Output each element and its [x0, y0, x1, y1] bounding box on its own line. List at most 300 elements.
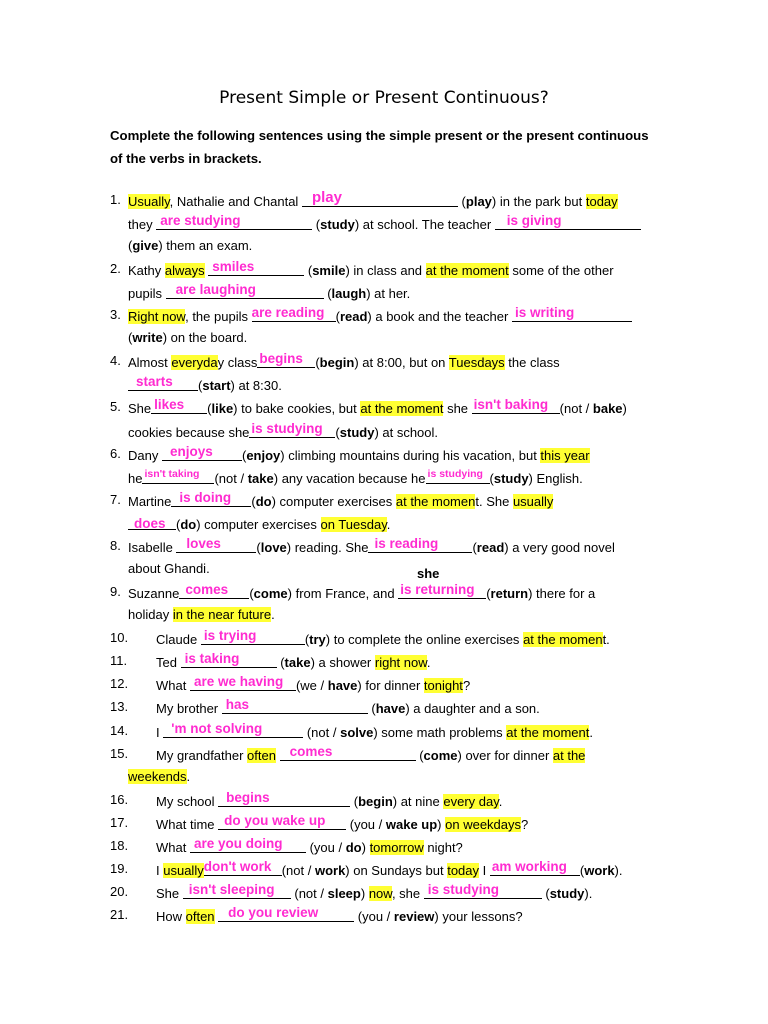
signal-word: at the [552, 748, 586, 763]
item-number: 18. [110, 838, 129, 853]
item-21-line [156, 906, 523, 925]
text: ? [521, 817, 529, 832]
text: ? [462, 678, 471, 693]
item-1-line-2 [128, 214, 641, 233]
text: ( [486, 586, 491, 601]
text: My brother [156, 701, 222, 716]
verb: read [339, 309, 368, 324]
text: . [589, 725, 594, 740]
verb: enjoy [246, 448, 281, 463]
item-2-line-2 [128, 283, 410, 302]
text: (not / [290, 886, 328, 901]
verb: love [260, 540, 287, 555]
text: (you / [346, 817, 386, 832]
answer-blank[interactable] [368, 537, 472, 553]
answer: is doing [179, 490, 232, 505]
text: Martine [128, 494, 172, 509]
answer: 'm not solving [171, 721, 263, 736]
text: ) at her. [366, 286, 411, 301]
signal-word: usually [163, 863, 204, 878]
text: (we / [295, 678, 328, 693]
answer: is studying [427, 882, 500, 897]
item-6-line-1 [128, 445, 590, 464]
text: ) from France, and [287, 586, 399, 601]
answer-blank[interactable] [208, 260, 304, 276]
item-number: 3. [110, 307, 121, 322]
text: What time [156, 817, 219, 832]
text: ( [323, 286, 332, 301]
signal-word: on Tuesday [320, 517, 387, 532]
answer: is taking [184, 651, 240, 666]
text: ) there for a [528, 586, 596, 601]
text: ) some math problems [373, 725, 507, 740]
text: Kathy [128, 263, 165, 278]
text: they [128, 217, 157, 232]
text: ). [584, 886, 593, 901]
verb: study [320, 217, 355, 232]
text: holiday [128, 607, 173, 622]
answer-blank[interactable] [166, 283, 324, 299]
text: the class [504, 355, 560, 370]
item-18-line [156, 837, 463, 856]
text: ) them an exam. [158, 238, 253, 253]
verb: work [314, 863, 346, 878]
answer: is studying [251, 421, 323, 436]
verb: do [345, 840, 362, 855]
item-number: 7. [110, 492, 121, 507]
text: (you / [305, 840, 346, 855]
signal-word: right now [374, 655, 427, 670]
item-7-line-1 [128, 491, 553, 510]
item-number: 15. [110, 746, 129, 761]
instructions: Complete the following sentences using the simple present or the present continuous of the verbs in brackets. [110, 128, 649, 166]
text: ( [457, 194, 466, 209]
answer: is returning [400, 582, 475, 597]
text: ) a shower [310, 655, 375, 670]
item-20-line [156, 883, 592, 902]
signal-word: always [164, 263, 205, 278]
text: ( [541, 886, 550, 901]
item-number: 6. [110, 446, 121, 461]
answer-blank[interactable] [128, 514, 176, 530]
verb: solve [340, 725, 374, 740]
item-7-line-2 [128, 514, 390, 533]
text: ( [276, 655, 285, 670]
answer-blank[interactable] [490, 860, 580, 876]
text: ( [249, 586, 254, 601]
text: ( [128, 238, 133, 253]
text: ( [312, 217, 321, 232]
answer-blank[interactable] [156, 214, 312, 230]
text: (not / [303, 725, 341, 740]
item-number: 17. [110, 815, 129, 830]
verb: start [202, 378, 231, 393]
text: ( [304, 263, 313, 278]
verb: do [180, 517, 197, 532]
answer-blank[interactable] [163, 722, 303, 738]
answer: are you doing [193, 836, 283, 851]
verb: begin [358, 794, 393, 809]
signal-word: Right now [128, 309, 186, 324]
signal-word: often [185, 909, 215, 924]
item-number: 14. [110, 723, 129, 738]
text: ( [367, 701, 376, 716]
item-9-line-1 [128, 583, 595, 602]
text: ( [415, 748, 424, 763]
verb: play [465, 194, 492, 209]
verb: have [327, 678, 358, 693]
text: ( [304, 632, 310, 647]
verb: take [247, 471, 274, 486]
item-11-line [156, 652, 431, 671]
verb: review [393, 909, 435, 924]
answer: isn't sleeping [188, 882, 275, 897]
answer: am working [491, 859, 567, 874]
text: ) in the park but [491, 194, 586, 209]
item-number: 8. [110, 538, 121, 553]
signal-word: tonight [423, 678, 463, 693]
text: , the pupils [185, 309, 252, 324]
text: ( [207, 401, 212, 416]
answer-blank[interactable] [142, 468, 214, 484]
text: night? [423, 840, 463, 855]
answer-blank[interactable] [398, 583, 486, 599]
text: ( [128, 330, 133, 345]
signal-word: at the momen [523, 632, 603, 647]
answer-blank[interactable] [252, 306, 336, 322]
item-number: 5. [110, 399, 121, 414]
item-1-line-3 [128, 237, 252, 254]
text: ) at 8:30. [230, 378, 282, 393]
item-2-line-1 [128, 260, 614, 279]
text: ( [335, 425, 340, 440]
answer-blank[interactable] [280, 745, 416, 761]
text: ) any vacation because he [273, 471, 426, 486]
text: ). [614, 863, 623, 878]
answer-blank[interactable] [426, 468, 490, 484]
answer: is giving [506, 213, 562, 228]
text: ) computer exercises [271, 494, 396, 509]
verb: work [584, 863, 615, 878]
answer-blank[interactable] [183, 883, 291, 899]
text: How [156, 909, 186, 924]
signal-word: usually [512, 494, 554, 509]
item-19-line [156, 860, 623, 879]
verb: wake up [385, 817, 438, 832]
signal-word: this year [540, 448, 590, 463]
text: ( [489, 471, 494, 486]
item-5-line-2 [128, 422, 438, 441]
verb: come [253, 586, 288, 601]
item-number: 1. [110, 192, 121, 207]
text: (not / [281, 863, 315, 878]
verb: sleep [327, 886, 361, 901]
text: . [271, 607, 275, 622]
verb: read [476, 540, 505, 555]
text: . [426, 655, 431, 670]
verb: give [132, 238, 159, 253]
text: ) [622, 401, 627, 416]
item-16-line [156, 791, 502, 810]
text: My school [156, 794, 219, 809]
text: ) [361, 840, 370, 855]
answer: comes [289, 744, 333, 759]
answer-blank[interactable] [190, 837, 306, 853]
item-13-line [156, 698, 540, 717]
text: ) at school. [374, 425, 439, 440]
text: ( [241, 448, 247, 463]
verb: study [339, 425, 375, 440]
answer-blank[interactable] [302, 191, 458, 207]
answer: does [134, 516, 166, 531]
text: I [156, 725, 164, 740]
signal-word: every day [443, 794, 499, 809]
answer: are laughing [175, 282, 256, 297]
item-3-line-2 [128, 329, 247, 346]
answer: is trying [203, 628, 257, 643]
answer-blank[interactable] [128, 375, 198, 391]
text: ( [198, 378, 203, 393]
item-5-line-1 [128, 398, 627, 417]
answer-blank[interactable] [495, 214, 641, 230]
text: ) reading. She [286, 540, 369, 555]
text: Claude [156, 632, 201, 647]
item-15-line-2 [128, 768, 190, 785]
item-15-line-1 [156, 745, 585, 764]
signal-word: today [447, 863, 480, 878]
verb: bake [592, 401, 623, 416]
text: ) computer exercises [196, 517, 321, 532]
text: ( [335, 309, 340, 324]
text: y class [217, 355, 258, 370]
verb: smile [312, 263, 346, 278]
answer: do you review [228, 905, 319, 920]
verb: laugh [331, 286, 367, 301]
text: , Nathalie and Chantal [169, 194, 302, 209]
text: ) a book and the teacher [367, 309, 512, 324]
signal-word: weekends [128, 769, 187, 784]
text: ) [437, 817, 446, 832]
answer-blank[interactable] [512, 306, 632, 322]
answer-blank[interactable] [151, 398, 207, 414]
text: ) in class and [345, 263, 426, 278]
item-number: 16. [110, 792, 129, 807]
answer-blank[interactable] [249, 422, 335, 438]
answer-blank[interactable] [424, 883, 542, 899]
text: , she [391, 886, 424, 901]
verb: have [375, 701, 406, 716]
item-number: 10. [110, 630, 129, 645]
page-title: Present Simple or Present Continuous? [219, 88, 549, 108]
signal-word: now [368, 886, 392, 901]
text: (not / [559, 401, 593, 416]
text: t. She [475, 494, 513, 509]
text: (you / [354, 909, 394, 924]
item-number: 19. [110, 861, 129, 876]
answer: is reading [374, 536, 439, 551]
item-4-line-1 [128, 352, 560, 371]
item-number: 9. [110, 584, 121, 599]
item-17-line [156, 814, 528, 833]
verb: begin [319, 355, 355, 370]
answer-blank[interactable] [218, 906, 354, 922]
text: cookies because she [128, 425, 250, 440]
text: she [443, 401, 472, 416]
text: about Ghandi. [128, 561, 210, 576]
answer-blank[interactable] [179, 583, 249, 599]
text: ) for dinner [357, 678, 424, 693]
answer: isn't taking [144, 468, 200, 480]
text: ) English. [528, 471, 583, 486]
answer-blank[interactable] [176, 537, 256, 553]
text: ) over for dinner [457, 748, 553, 763]
answer-blank[interactable] [218, 814, 346, 830]
text: ) at 8:00, but on [354, 355, 449, 370]
text: t. [602, 632, 610, 647]
answer: begins [226, 790, 270, 805]
item-8-line-1 [128, 537, 615, 556]
text: She [128, 401, 152, 416]
text: ) at school. The teacher [354, 217, 495, 232]
verb: study [549, 886, 585, 901]
verb: do [255, 494, 272, 509]
text: Dany [128, 448, 162, 463]
item-14-line [156, 722, 593, 741]
answer-blank[interactable] [201, 629, 305, 645]
answer: do you wake up [224, 813, 326, 828]
item-number: 4. [110, 353, 121, 368]
verb: return [490, 586, 529, 601]
answer-blank[interactable] [222, 698, 368, 714]
text: . [186, 769, 191, 784]
text: My grandfather [156, 748, 248, 763]
text: Ted [156, 655, 181, 670]
verb: try [309, 632, 326, 647]
signal-word: at the moment [425, 263, 509, 278]
answer-blank[interactable] [218, 791, 350, 807]
item-8-line-2 [128, 560, 210, 577]
text: ) a daughter and a son. [405, 701, 540, 716]
answer-blank[interactable] [204, 860, 282, 876]
text: he [128, 471, 143, 486]
answer: comes [185, 582, 229, 597]
answer: starts [136, 374, 173, 389]
text: some of the other [508, 263, 614, 278]
text: ) a very good novel [504, 540, 615, 555]
item-6-line-2 [128, 468, 583, 487]
text: pupils [128, 286, 166, 301]
signal-word: at the moment [360, 401, 444, 416]
signal-word: on weekdays [445, 817, 522, 832]
answer-blank[interactable] [190, 675, 296, 691]
verb: take [284, 655, 311, 670]
handwritten-note: she [417, 566, 440, 581]
text: ) your lessons? [434, 909, 523, 924]
answer: likes [154, 397, 185, 412]
answer: enjoys [169, 444, 213, 459]
text: . [498, 794, 503, 809]
signal-word: tomorrow [369, 840, 424, 855]
text: ( [350, 794, 359, 809]
verb: come [423, 748, 458, 763]
text: ( [315, 355, 320, 370]
item-3-line-1 [128, 306, 632, 325]
answer: smiles [212, 259, 255, 274]
text: ( [251, 494, 256, 509]
text: ( [579, 863, 585, 878]
item-9-line-2 [128, 606, 275, 623]
answer: play [311, 189, 342, 206]
answer-blank[interactable] [472, 398, 560, 414]
verb: like [211, 401, 234, 416]
item-number: 13. [110, 699, 129, 714]
answer: are reading [251, 305, 325, 320]
answer-blank[interactable] [257, 352, 315, 368]
item-number: 20. [110, 884, 129, 899]
signal-word: at the momen [395, 494, 476, 509]
answer: are we having [193, 674, 284, 689]
signal-word: today [585, 194, 618, 209]
answer-blank[interactable] [162, 445, 242, 461]
answer: are studying [160, 213, 241, 228]
text: She [156, 886, 183, 901]
answer: has [225, 697, 250, 712]
answer-blank[interactable] [181, 652, 277, 668]
text: ( [472, 540, 477, 555]
text: Almost [128, 355, 172, 370]
answer: don't work [203, 859, 272, 874]
text: ) on the board. [162, 330, 248, 345]
text: ) on Sundays but [345, 863, 448, 878]
text: ) to bake cookies, but [233, 401, 361, 416]
text: I [156, 863, 164, 878]
text: ( [176, 517, 181, 532]
text: ) climbing mountains during his vacation, but [280, 448, 541, 463]
text: What [156, 678, 190, 693]
item-number: 11. [110, 653, 128, 668]
text: ) [360, 886, 369, 901]
text: . [386, 517, 391, 532]
text: What [156, 840, 190, 855]
signal-word: at the moment [506, 725, 590, 740]
item-number: 12. [110, 676, 129, 691]
text: Suzanne [128, 586, 180, 601]
answer: begins [259, 351, 303, 366]
verb: write [132, 330, 163, 345]
item-10-line [156, 629, 610, 648]
item-number: 2. [110, 261, 121, 276]
answer: is studying [427, 468, 483, 480]
signal-word: Usually [128, 194, 170, 209]
text: ) to complete the online exercises [325, 632, 524, 647]
text: ( [256, 540, 261, 555]
signal-word: Tuesdays [448, 355, 505, 370]
signal-word: everyda [171, 355, 218, 370]
item-12-line [156, 675, 470, 694]
answer: loves [186, 536, 221, 551]
answer: isn't baking [473, 397, 549, 412]
verb: study [493, 471, 529, 486]
item-number: 21. [110, 907, 129, 922]
answer: is writing [514, 305, 575, 320]
item-1-line-1 [128, 191, 618, 210]
answer-blank[interactable] [171, 491, 251, 507]
text: (not / [214, 471, 248, 486]
signal-word: in the near future [172, 607, 272, 622]
text: I [479, 863, 490, 878]
text: ) at nine [392, 794, 444, 809]
item-4-line-2 [128, 375, 282, 394]
